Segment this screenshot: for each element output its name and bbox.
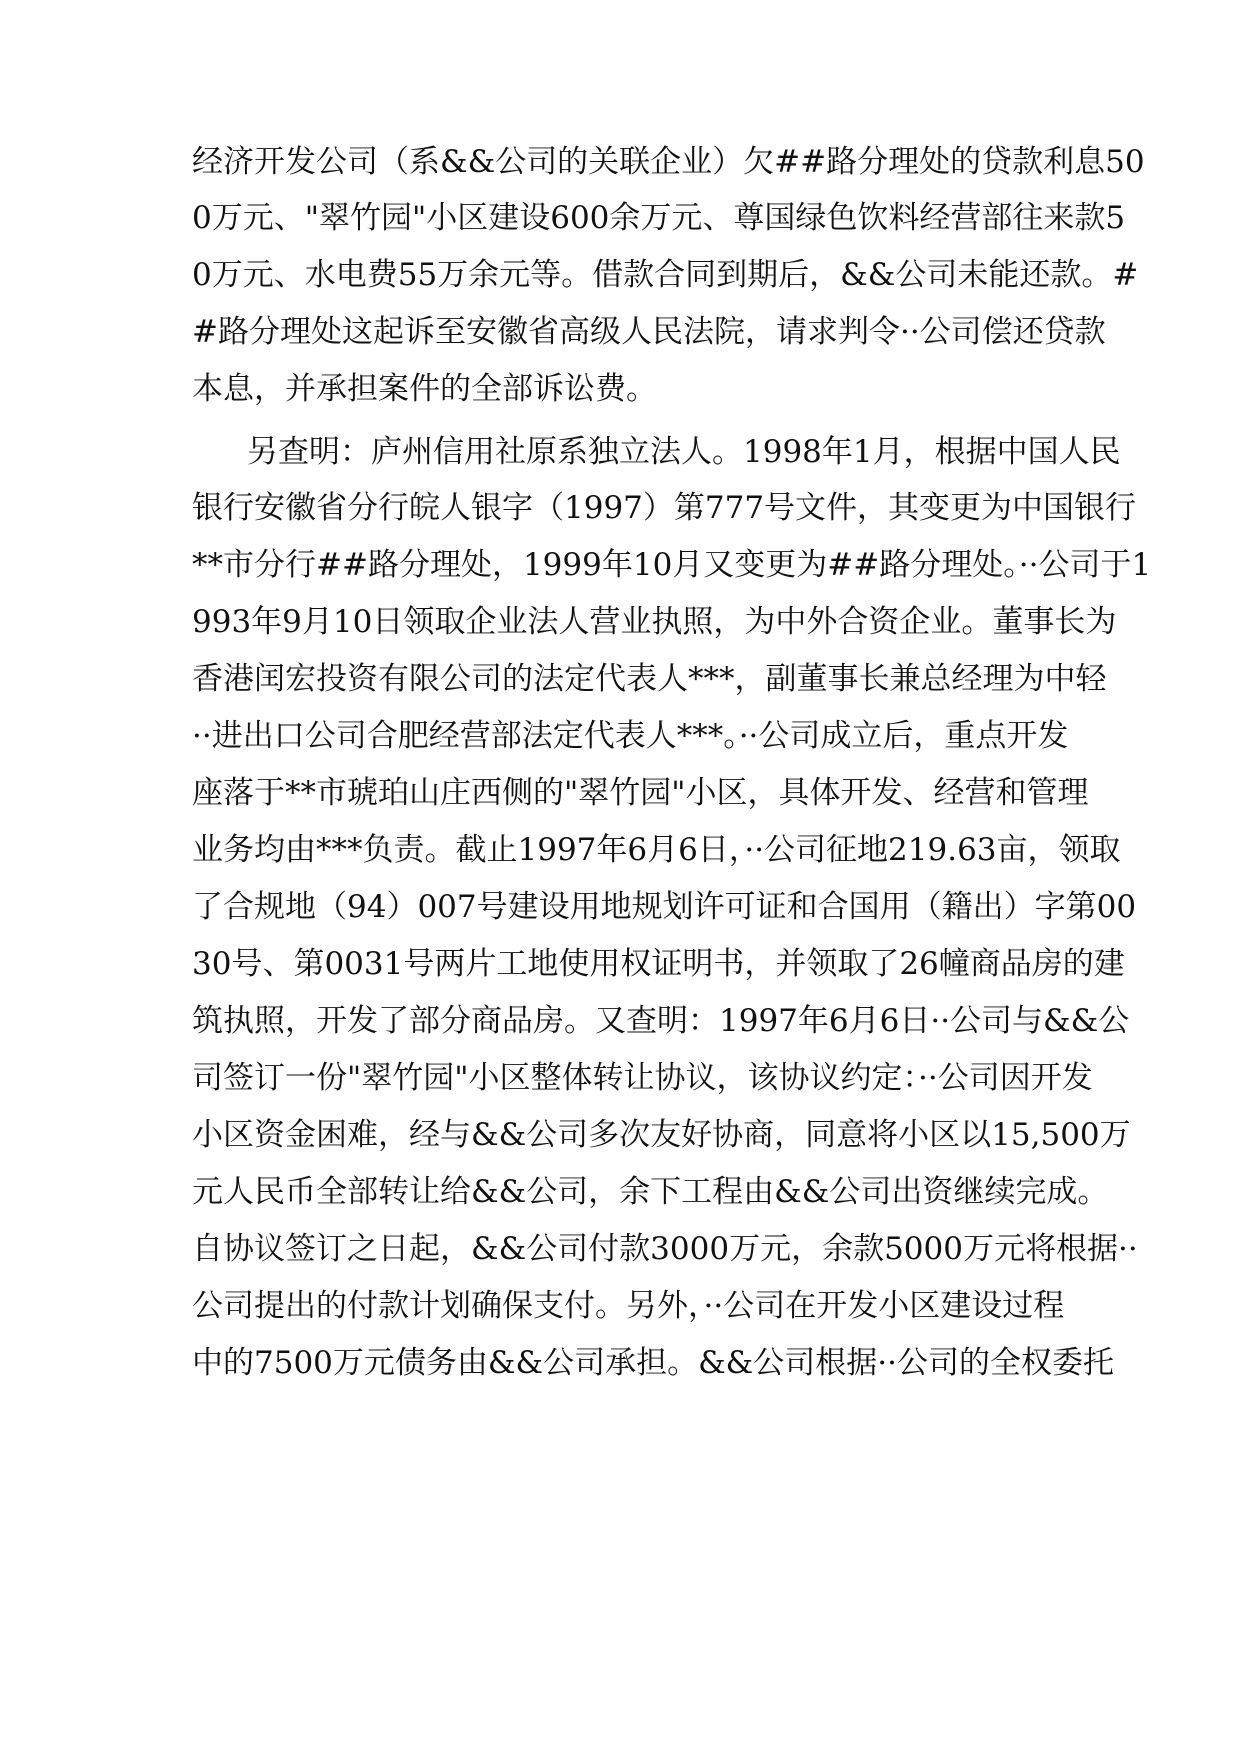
text-line: 经济开发公司（系&&公司的关联企业）欠##路分理处的贷款利息50	[192, 144, 1145, 180]
text-line: 小区资金困难，经与&&公司多次友好协商，同意将小区以15,500万	[192, 1117, 1131, 1153]
text-line: 元人民币全部转让给&&公司，余下工程由&&公司出资继续完成。	[192, 1174, 1109, 1210]
text-line: 业务均由***负责。截止1997年6月6日，··公司征地219.63亩，领取	[192, 832, 1121, 868]
text-line: 了合规地（94）007号建设用地规划许可证和合国用（籍出）字第00	[192, 889, 1137, 925]
text-line: 993年9月10日领取企业法人营业执照，为中外合资企业。董事长为	[192, 604, 1117, 640]
text-line: **市分行##路分理处，1999年10月又变更为##路分理处。··公司于1	[192, 547, 1152, 583]
text-line: 30号、第0031号两片工地使用权证明书，并领取了26幢商品房的建	[192, 946, 1125, 982]
text-line: 筑执照，开发了部分商品房。又查明：1997年6月6日··公司与&&公	[192, 1003, 1130, 1039]
text-line: 公司提出的付款计划确保支付。另外，··公司在开发小区建设过程	[192, 1288, 1065, 1324]
paragraph-first-line: 另查明：庐州信用社原系独立法人。1998年1月，根据中国人民	[247, 434, 1121, 470]
text-line: 座落于**市琥珀山庄西侧的"翠竹园"小区，具体开发、经营和管理	[192, 775, 1089, 811]
text-line: 香港闰宏投资有限公司的法定代表人***，副董事长兼总经理为中轻	[192, 661, 1107, 697]
text-line: 0万元、水电费55万余元等。借款合同到期后，&&公司未能还款。#	[192, 257, 1139, 293]
text-line: #路分理处这起诉至安徽省高级人民法院，请求判令··公司偿还贷款	[192, 314, 1106, 350]
text-line: 司签订一份"翠竹园"小区整体转让协议，该协议约定：··公司因开发	[192, 1060, 1093, 1096]
text-line: 本息，并承担案件的全部诉讼费。	[192, 371, 657, 407]
text-line: 自协议签订之日起，&&公司付款3000万元，余款5000万元将根据··	[192, 1231, 1138, 1267]
text-line: 银行安徽省分行皖人银字（1997）第777号文件，其变更为中国银行	[192, 490, 1137, 526]
text-line: 0万元、"翠竹园"小区建设600余万元、尊国绿色饮料经营部往来款5	[192, 200, 1126, 236]
text-line: ··进出口公司合肥经营部法定代表人***。··公司成立后，重点开发	[192, 718, 1069, 754]
text-line: 中的7500万元债务由&&公司承担。&&公司根据··公司的全权委托	[192, 1345, 1114, 1381]
